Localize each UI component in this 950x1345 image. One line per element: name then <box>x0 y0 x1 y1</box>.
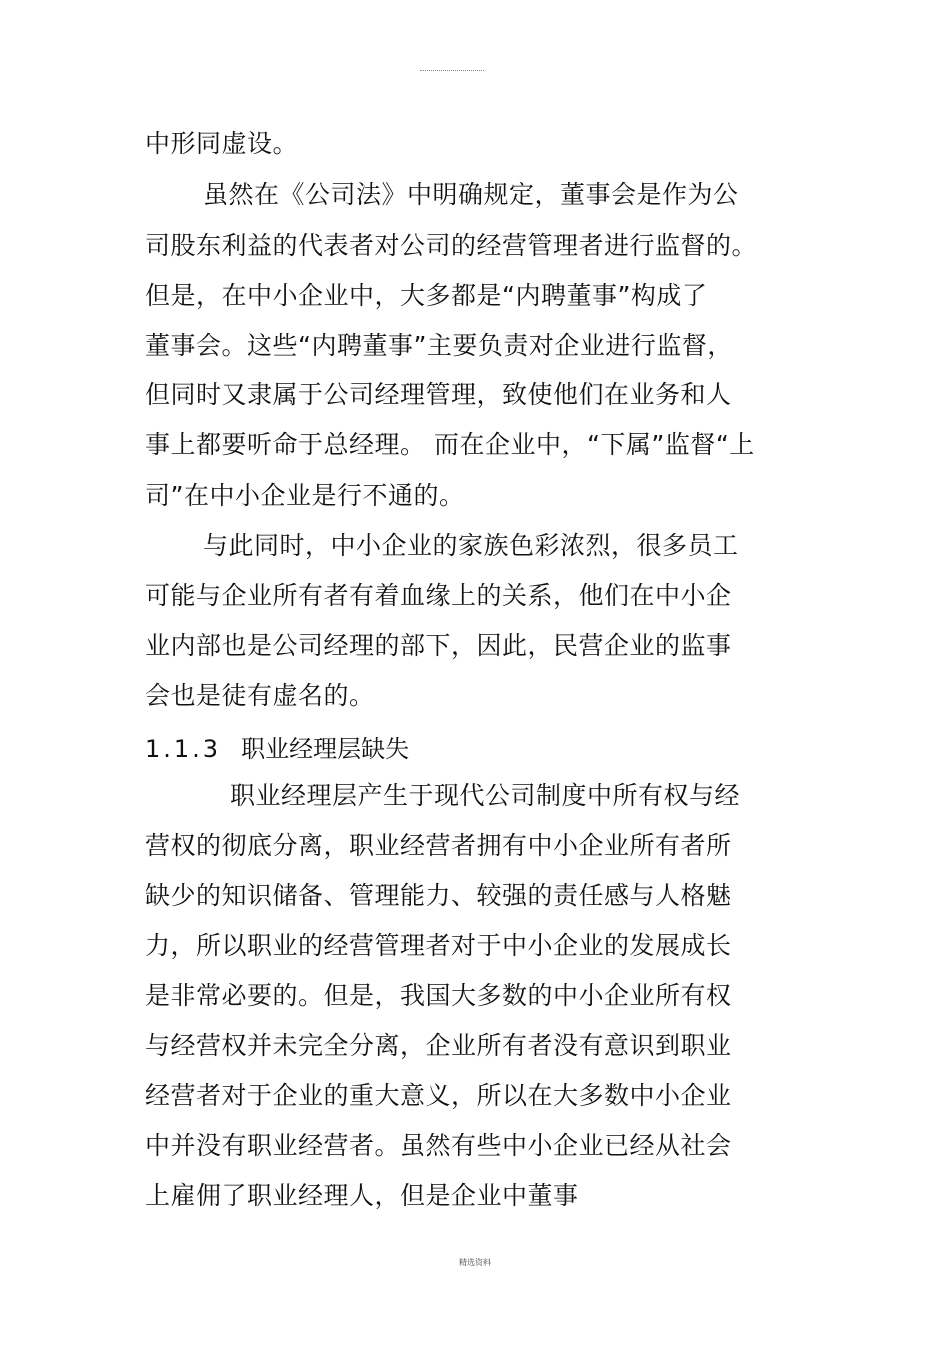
text-line: 虽然在《公司法》中明确规定，董事会是作为公 <box>203 180 739 209</box>
text-line: 与此同时，中小企业的家族色彩浓烈，很多员工 <box>203 531 739 560</box>
text-line: 可能与企业所有者有着血缘上的关系，他们在中小企 <box>145 581 732 610</box>
text-line: 是非常必要的。但是，我国大多数的中小企业所有权 <box>145 981 732 1010</box>
text-line: 但同时又隶属于公司经理管理，致使他们在业务和人 <box>145 380 732 409</box>
text-line: 与经营权并未完全分离，企业所有者没有意识到职业 <box>145 1031 732 1060</box>
page-footer: 精选资料 <box>459 1258 491 1267</box>
text-line: 经营者对于企业的重大意义，所以在大多数中小企业 <box>145 1081 732 1110</box>
text-line: 业内部也是公司经理的部下，因此，民营企业的监事 <box>145 631 732 660</box>
text-line: 中并没有职业经营者。虽然有些中小企业已经从社会 <box>145 1131 732 1160</box>
text-line: 事上都要听命于总经理。 而在企业中，“下属”监督“上 <box>145 430 755 459</box>
text-line: 职业经理层产生于现代公司制度中所有权与经 <box>230 781 741 810</box>
text-line: 营权的彻底分离，职业经营者拥有中小企业所有者所 <box>145 831 732 860</box>
text-line: 上雇佣了职业经理人，但是企业中董事 <box>145 1181 579 1210</box>
text-line: 力，所以职业的经营管理者对于中小企业的发展成长 <box>145 931 732 960</box>
text-line: 司”在中小企业是行不通的。 <box>145 481 465 510</box>
text-line: 中形同虚设。 <box>145 129 299 158</box>
section-title: 职业经理层缺失 <box>241 735 410 763</box>
header-rule <box>420 70 484 71</box>
text-line: 但是，在中小企业中，大多都是“内聘董事”构成了 <box>145 281 708 310</box>
text-line: 司股东利益的代表者对公司的经营管理者进行监督的。 <box>145 231 758 260</box>
section-number: 1.1.3 <box>145 735 222 763</box>
text-line: 会也是徒有虚名的。 <box>145 681 375 710</box>
section-heading <box>145 734 409 764</box>
text-line: 董事会。这些“内聘董事”主要负责对企业进行监督， <box>145 331 733 360</box>
text-line: 缺少的知识储备、管理能力、较强的责任感与人格魅 <box>145 881 732 910</box>
